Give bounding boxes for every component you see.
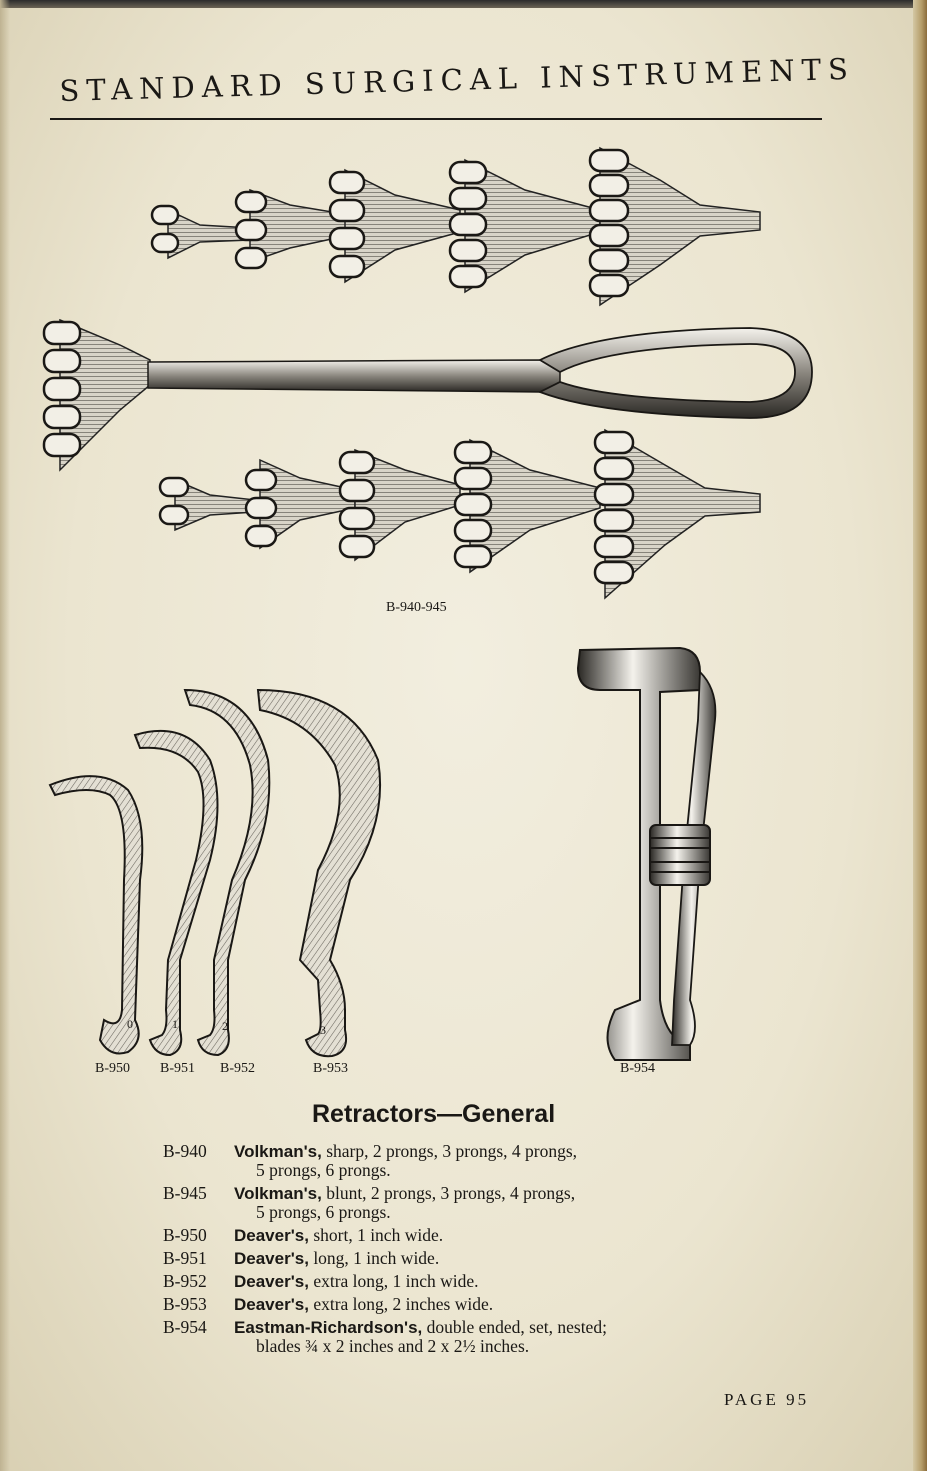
entry-description: blunt, 2 prongs, 3 prongs, 4 prongs, xyxy=(326,1183,576,1203)
entry-description: extra long, 2 inches wide. xyxy=(313,1294,494,1314)
catalog-entry xyxy=(163,1249,708,1268)
catalog-entry xyxy=(163,1226,708,1245)
figure-caption-b940-945: B-940-945 xyxy=(386,600,447,615)
entry-code: B-952 xyxy=(163,1271,207,1291)
rake-head-6-prong xyxy=(590,148,760,305)
entry-code: B-950 xyxy=(163,1225,207,1245)
catalog-entries xyxy=(163,1142,708,1360)
catalog-entry xyxy=(163,1272,708,1291)
entry-description-continued: blades ¾ x 2 inches and 2 x 2½ inches. xyxy=(256,1336,530,1356)
rake-head-row-bottom xyxy=(160,430,760,598)
catalog-entry xyxy=(163,1318,708,1356)
catalog-entry xyxy=(163,1184,708,1222)
entry-name: Eastman-Richardson's, xyxy=(234,1318,423,1337)
entry-code: B-953 xyxy=(163,1294,207,1314)
entry-name: Volkman's, xyxy=(234,1142,322,1161)
rake-head-4-prong-b xyxy=(340,450,460,560)
entry-description: sharp, 2 prongs, 3 prongs, 4 prongs, xyxy=(326,1141,578,1161)
rake-head-5-prong-b xyxy=(455,440,600,572)
entry-description-continued: 5 prongs, 6 prongs. xyxy=(256,1202,391,1222)
entry-code: B-945 xyxy=(163,1183,207,1203)
entry-code: B-940 xyxy=(163,1141,207,1161)
rake-head-row-top xyxy=(152,148,760,305)
entry-name: Deaver's, xyxy=(234,1226,309,1245)
catalog-entry xyxy=(163,1295,708,1314)
figure-caption-b954: B-954 xyxy=(620,1061,655,1076)
deaver-retractor-3 xyxy=(258,690,380,1056)
figure-caption-b952: B-952 xyxy=(220,1061,255,1076)
entry-name: Deaver's, xyxy=(234,1249,309,1268)
deaver-number-2: 2 xyxy=(222,1019,228,1033)
rake-head-3-prong-b xyxy=(246,460,355,548)
figure-caption-b951: B-951 xyxy=(160,1061,195,1076)
figure-caption-b950: B-950 xyxy=(95,1061,130,1076)
rake-head-4-prong xyxy=(330,170,460,282)
rake-head-6-prong-b xyxy=(595,430,760,598)
entry-name: Volkman's, xyxy=(234,1184,322,1203)
volkman-retractor-full xyxy=(44,320,812,470)
deaver-number-3: 3 xyxy=(320,1023,326,1037)
entry-code: B-951 xyxy=(163,1248,207,1268)
rake-head-2-prong-b xyxy=(160,478,255,530)
catalog-entry xyxy=(163,1142,708,1180)
page-number: PAGE 95 xyxy=(724,1390,810,1409)
deaver-number-0: 0 xyxy=(127,1017,133,1031)
rake-head-5-prong xyxy=(450,160,600,292)
entry-name: Deaver's, xyxy=(234,1295,309,1314)
figure-caption-b953: B-953 xyxy=(313,1061,348,1076)
section-title: Retractors—General xyxy=(312,1100,556,1128)
entry-description: short, 1 inch wide. xyxy=(313,1225,444,1245)
entry-description: long, 1 inch wide. xyxy=(313,1248,440,1268)
entry-description: extra long, 1 inch wide. xyxy=(313,1271,479,1291)
deaver-number-1: 1 xyxy=(172,1017,178,1031)
eastman-richardson-retractor xyxy=(578,648,715,1060)
entry-description-continued: 5 prongs, 6 prongs. xyxy=(256,1160,391,1180)
entry-code: B-954 xyxy=(163,1317,207,1337)
deaver-retractor-0 xyxy=(50,776,142,1053)
running-head-title: STANDARD SURGICAL INSTRUMENTS xyxy=(59,51,856,108)
entry-description: double ended, set, nested; xyxy=(426,1317,607,1337)
entry-name: Deaver's, xyxy=(234,1272,309,1291)
deaver-retractor-1 xyxy=(135,731,218,1055)
